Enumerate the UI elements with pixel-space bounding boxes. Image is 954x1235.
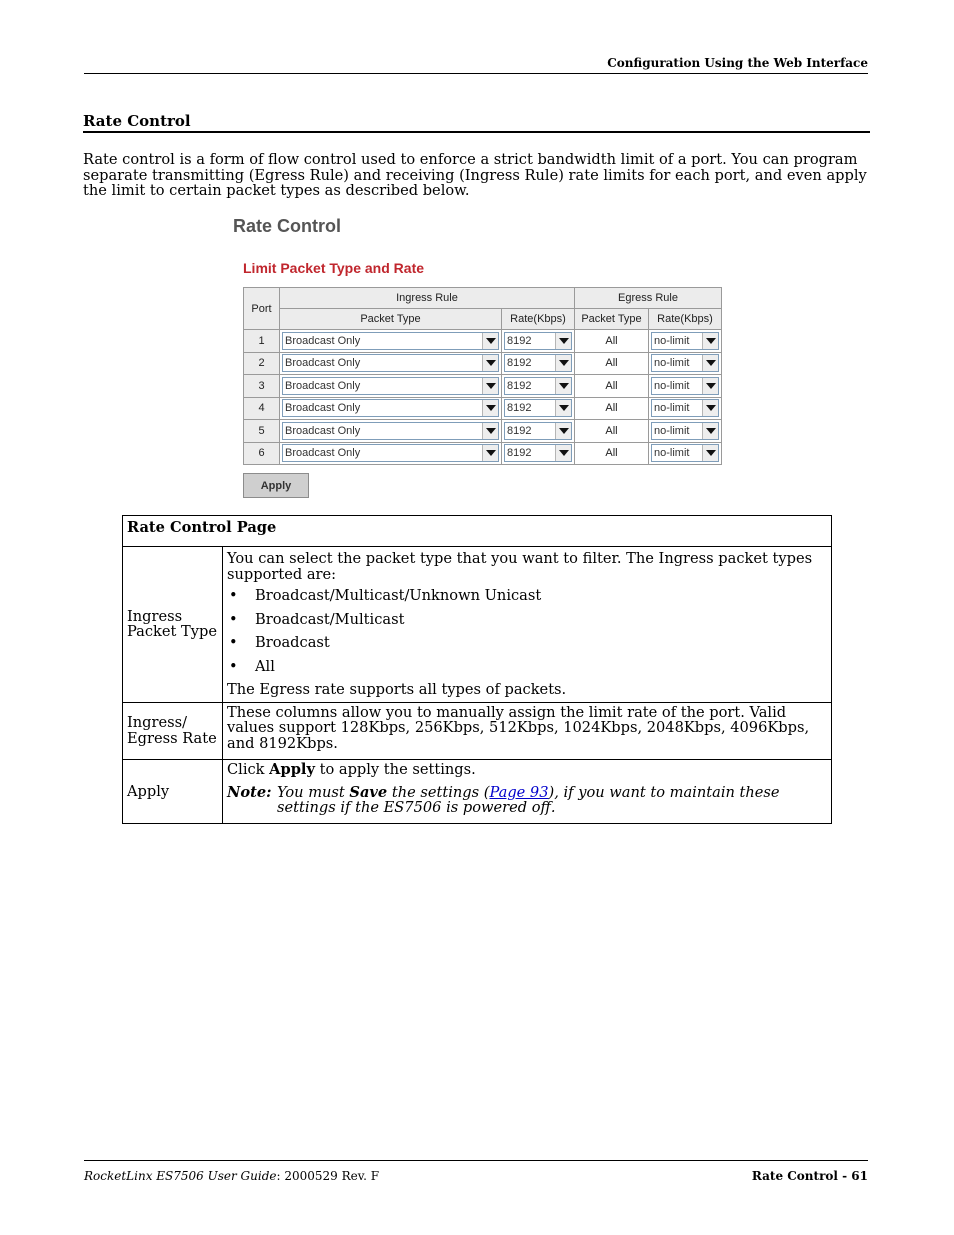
chevron-down-icon[interactable] xyxy=(482,378,498,394)
chevron-down-icon[interactable] xyxy=(702,355,718,371)
egress-rate-select[interactable] xyxy=(651,332,719,350)
ingress-packet-type-select[interactable] xyxy=(282,377,499,395)
ingress-packet-type-header: Packet Type xyxy=(280,309,502,330)
chevron-down-icon[interactable] xyxy=(555,400,571,416)
guide-title: RocketLinx ES7506 User Guide xyxy=(84,1169,277,1183)
list-item: • Broadcast/Multicast/Unknown Unicast xyxy=(227,588,827,604)
egress-rate-cell xyxy=(649,442,722,465)
egress-packet-type: All xyxy=(575,442,649,465)
section-rule xyxy=(83,131,870,133)
select-value: Broadcast Only xyxy=(285,357,361,370)
apply-label: Apply xyxy=(123,760,223,824)
chevron-down-icon[interactable] xyxy=(555,445,571,461)
text: the settings ( xyxy=(387,783,490,801)
ingress-packet-type-select[interactable] xyxy=(282,422,499,440)
select-value: Broadcast Only xyxy=(285,424,361,437)
port-number: 3 xyxy=(244,375,280,398)
egress-packet-type: All xyxy=(575,375,649,398)
ingress-rate-cell xyxy=(502,397,575,420)
footer-page-label: Rate Control - 61 xyxy=(751,1169,868,1183)
ingress-rate-select[interactable] xyxy=(504,422,572,440)
ingress-packet-type-cell xyxy=(280,397,502,420)
chevron-down-icon[interactable] xyxy=(482,333,498,349)
running-header: Configuration Using the Web Interface xyxy=(607,56,868,70)
apply-button[interactable]: Apply xyxy=(243,473,309,498)
egress-packet-type: All xyxy=(575,330,649,353)
list-item: • Broadcast xyxy=(227,635,827,651)
ingress-packet-type-select[interactable] xyxy=(282,444,499,462)
select-value: 8192 xyxy=(507,357,532,370)
label-line: Ingress xyxy=(127,607,183,625)
chevron-down-icon[interactable] xyxy=(702,333,718,349)
ingress-packet-type-select[interactable] xyxy=(282,332,499,350)
chevron-down-icon[interactable] xyxy=(482,423,498,439)
egress-rate-select[interactable] xyxy=(651,399,719,417)
list-item: • All xyxy=(227,659,827,675)
egress-rate-header: Rate(Kbps) xyxy=(649,309,722,330)
page-93-link[interactable]: Page 93 xyxy=(489,783,549,801)
ingress-packet-type-cell xyxy=(280,375,502,398)
text: You must xyxy=(277,783,350,801)
select-value: no-limit xyxy=(654,402,690,415)
port-number: 6 xyxy=(244,442,280,465)
table-row xyxy=(244,330,722,353)
chevron-down-icon[interactable] xyxy=(555,355,571,371)
chevron-down-icon[interactable] xyxy=(482,445,498,461)
select-value: 8192 xyxy=(507,447,532,460)
packet-type-list xyxy=(227,588,827,674)
ingress-rate-cell xyxy=(502,420,575,443)
description-table xyxy=(122,515,832,824)
footer-left xyxy=(84,1169,379,1183)
description-table-title: Rate Control Page xyxy=(123,516,832,547)
text: to apply the settings. xyxy=(314,761,476,778)
intro-paragraph: Rate control is a form of flow control used to enforce a strict bandwidth limit of a port. You can program separate transmitting (Egress Rule) and receiving (Ingress Rule) rate limits for each port, and even apply the limit to certain packet types as described below. xyxy=(83,151,867,199)
table-row xyxy=(244,375,722,398)
egress-packet-type: All xyxy=(575,352,649,375)
note-label: Note: xyxy=(227,783,272,801)
ingress-packet-type-label xyxy=(123,547,223,703)
chevron-down-icon[interactable] xyxy=(555,423,571,439)
chevron-down-icon[interactable] xyxy=(555,333,571,349)
panel-title: Rate Control xyxy=(233,216,341,236)
select-value: no-limit xyxy=(654,379,690,392)
select-value: Broadcast Only xyxy=(285,334,361,347)
egress-rate-select[interactable] xyxy=(651,422,719,440)
table-row xyxy=(244,397,722,420)
chevron-down-icon[interactable] xyxy=(702,445,718,461)
port-number: 2 xyxy=(244,352,280,375)
chevron-down-icon[interactable] xyxy=(702,423,718,439)
table-row xyxy=(244,442,722,465)
egress-rate-cell xyxy=(649,330,722,353)
ingress-packet-type-select[interactable] xyxy=(282,354,499,372)
table-row xyxy=(244,420,722,443)
select-value: no-limit xyxy=(654,357,690,370)
apply-instruction xyxy=(227,762,827,778)
chevron-down-icon[interactable] xyxy=(482,400,498,416)
egress-rate-select[interactable] xyxy=(651,444,719,462)
note-text xyxy=(277,785,827,816)
select-value: Broadcast Only xyxy=(285,402,361,415)
select-value: 8192 xyxy=(507,334,532,347)
port-header: Port xyxy=(244,288,280,330)
table-row xyxy=(244,352,722,375)
egress-rate-select[interactable] xyxy=(651,354,719,372)
ingress-rate-select[interactable] xyxy=(504,399,572,417)
note xyxy=(227,785,827,816)
chevron-down-icon[interactable] xyxy=(702,378,718,394)
ingress-packet-type-cell xyxy=(280,442,502,465)
chevron-down-icon[interactable] xyxy=(702,400,718,416)
chevron-down-icon[interactable] xyxy=(482,355,498,371)
port-number: 4 xyxy=(244,397,280,420)
rate-description: These columns allow you to manually assign the limit rate of the port. Valid values support 128Kbps, 256Kbps, 512Kbps, 1024Kbps, 2048Kbps, 4096Kbps, and 8192Kbps. xyxy=(223,702,832,760)
ingress-rate-cell xyxy=(502,330,575,353)
label-line: Ingress/ xyxy=(127,714,188,732)
egress-packet-type-header: Packet Type xyxy=(575,309,649,330)
ingress-rate-select[interactable] xyxy=(504,332,572,350)
revision: : 2000529 Rev. F xyxy=(276,1169,380,1183)
select-value: 8192 xyxy=(507,379,532,392)
port-number: 1 xyxy=(244,330,280,353)
text: Click xyxy=(227,761,270,778)
select-value: no-limit xyxy=(654,424,690,437)
apply-bold: Apply xyxy=(269,761,315,778)
label-line: Packet Type xyxy=(127,623,217,641)
egress-packet-type: All xyxy=(575,397,649,420)
ingress-outro: The Egress rate supports all types of packets. xyxy=(227,681,567,698)
ingress-rate-select[interactable] xyxy=(504,444,572,462)
select-value: 8192 xyxy=(507,402,532,415)
ingress-packet-type-cell xyxy=(280,330,502,353)
port-number: 5 xyxy=(244,420,280,443)
select-value: no-limit xyxy=(654,334,690,347)
ingress-rate-cell xyxy=(502,375,575,398)
select-value: Broadcast Only xyxy=(285,379,361,392)
ingress-rate-header: Rate(Kbps) xyxy=(502,309,575,330)
ingress-intro: You can select the packet type that you want to filter. The Ingress packet types supported are: xyxy=(227,550,813,583)
ingress-rate-cell xyxy=(502,352,575,375)
chevron-down-icon[interactable] xyxy=(555,378,571,394)
select-value: no-limit xyxy=(654,447,690,460)
egress-rate-cell xyxy=(649,375,722,398)
egress-packet-type: All xyxy=(575,420,649,443)
select-value: 8192 xyxy=(507,424,532,437)
rate-control-table xyxy=(243,287,722,465)
select-value: Broadcast Only xyxy=(285,447,361,460)
list-item: • Broadcast/Multicast xyxy=(227,612,827,628)
ingress-packet-type-select[interactable] xyxy=(282,399,499,417)
egress-rate-cell xyxy=(649,352,722,375)
ingress-rule-header: Ingress Rule xyxy=(280,288,575,309)
egress-rate-select[interactable] xyxy=(651,377,719,395)
section-title: Rate Control xyxy=(83,112,191,130)
save-bold: Save xyxy=(349,783,388,801)
ingress-rate-select[interactable] xyxy=(504,377,572,395)
ingress-packet-type-cell xyxy=(280,352,502,375)
header-rule xyxy=(84,73,868,74)
footer-rule xyxy=(84,1160,868,1161)
panel-subtitle: Limit Packet Type and Rate xyxy=(243,260,425,276)
egress-rate-cell xyxy=(649,420,722,443)
rate-label xyxy=(123,702,223,760)
text: ), if you want to maintain these settings if the ES7506 is powered off. xyxy=(277,783,780,816)
ingress-rate-cell xyxy=(502,442,575,465)
apply-description xyxy=(223,760,832,824)
label-line: Egress Rate xyxy=(127,729,217,747)
egress-rate-cell xyxy=(649,397,722,420)
ingress-packet-type-cell xyxy=(280,420,502,443)
ingress-packet-type-description xyxy=(223,547,832,703)
ingress-rate-select[interactable] xyxy=(504,354,572,372)
egress-rule-header: Egress Rule xyxy=(575,288,722,309)
